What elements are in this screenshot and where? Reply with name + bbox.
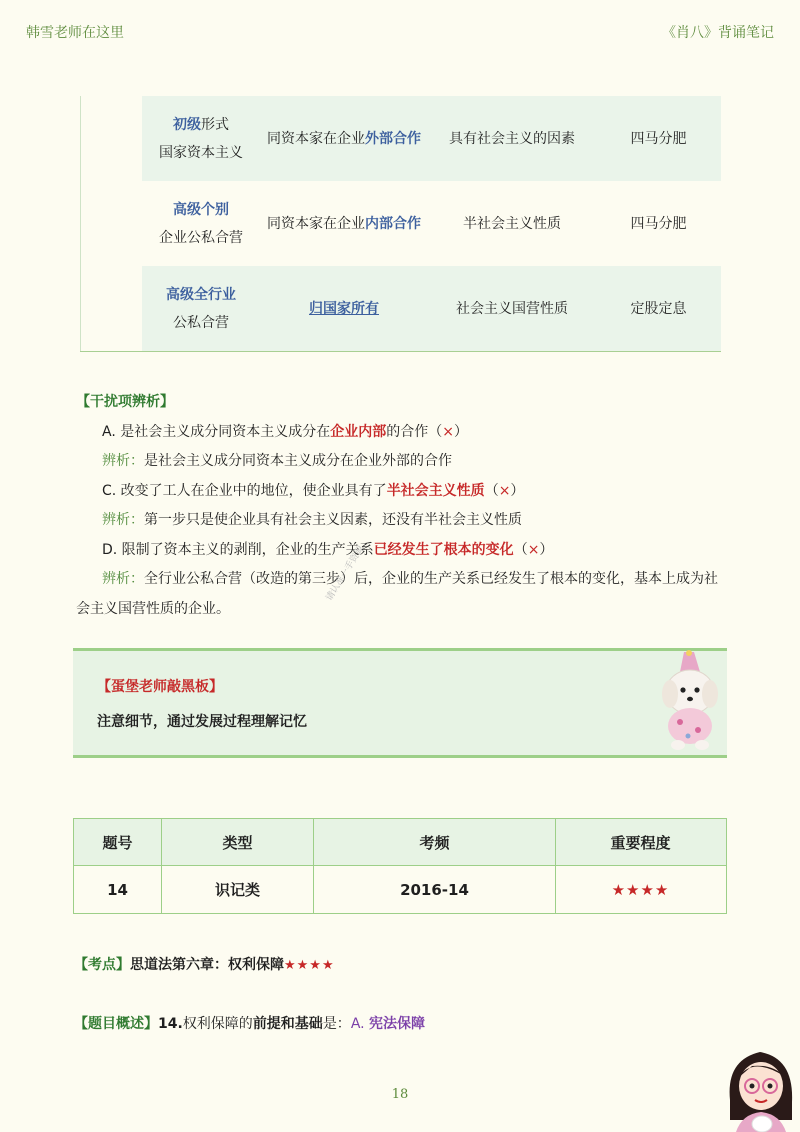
table-header-row bbox=[74, 819, 726, 866]
nature-cell: 半社会主义性质 bbox=[428, 181, 596, 266]
page-number: 18 bbox=[391, 1087, 409, 1102]
table-cell-blank bbox=[80, 96, 142, 181]
nature-cell: 社会主义国营性质 bbox=[428, 266, 596, 351]
distractor-analysis bbox=[76, 388, 736, 624]
nature-cell: 具有社会主义的因素 bbox=[428, 96, 596, 181]
table-row bbox=[74, 866, 726, 913]
header-right: 《肖八》背诵笔记 bbox=[662, 25, 774, 41]
coop-cell: 归国家所有 bbox=[260, 266, 428, 351]
importance-stars: ★★★★ bbox=[611, 880, 670, 899]
option-a-explanation: 辨析：是社会主义成分同资本主义成分在企业外部的合作 bbox=[102, 453, 452, 469]
option-d-explanation-cont: 会主义国营性质的企业。 bbox=[76, 600, 230, 617]
watermark-text: 请认准一手资源 bbox=[324, 544, 367, 603]
table-row bbox=[80, 96, 721, 181]
header-number: 题号 bbox=[74, 819, 162, 865]
analysis-title: 【干扰项辨析】 bbox=[76, 394, 174, 410]
table-row bbox=[80, 181, 721, 266]
blackboard-note bbox=[73, 648, 727, 758]
option-a: A. 是社会主义成分同资本主义成分在企业内部的合作（×） bbox=[102, 423, 468, 440]
header-left: 韩雪老师在这里 bbox=[26, 25, 124, 41]
option-c: C. 改变了工人在企业中的地位，使企业具有了半社会主义性质（×） bbox=[102, 482, 525, 499]
header-type: 类型 bbox=[162, 819, 314, 865]
profit-cell: 四马分肥 bbox=[596, 96, 721, 181]
stage-cell: 高级个别 企业公私合营 bbox=[142, 181, 260, 266]
question-summary: 【题目概述】14.权利保障的前提和基础是：A. 宪法保障 bbox=[74, 1016, 426, 1032]
option-d-explanation: 辨析：全行业公私合营（改造的第三步）后，企业的生产关系已经发生了根本的变化，基本上成为社 bbox=[102, 571, 718, 587]
dog-mascot-icon bbox=[654, 650, 726, 750]
exam-point: 【考点】思道法第六章：权利保障★★★★ bbox=[74, 957, 335, 973]
profit-cell: 四马分肥 bbox=[596, 181, 721, 266]
stage-cell: 高级全行业 公私合营 bbox=[142, 266, 260, 351]
option-c-explanation: 辨析：第一步只是使企业具有社会主义因素，还没有半社会主义性质 bbox=[102, 512, 522, 528]
header-importance: 重要程度 bbox=[610, 833, 671, 852]
coop-cell: 同资本家在企业外部合作 bbox=[260, 96, 428, 181]
option-d: D. 限制了资本主义的剥削，企业的生产关系已经发生了根本的变化（×） bbox=[102, 541, 554, 558]
table-row bbox=[80, 266, 721, 351]
stage-cell: 初级形式 国家资本主义 bbox=[142, 96, 260, 181]
table-cell-blank bbox=[80, 266, 142, 351]
table-cell-blank bbox=[80, 181, 142, 266]
profit-cell: 定股定息 bbox=[596, 266, 721, 351]
comparison-table bbox=[80, 96, 721, 352]
coop-cell: 同资本家在企业内部合作 bbox=[260, 181, 428, 266]
header-frequency: 考频 bbox=[314, 819, 556, 865]
value-type: 识记类 bbox=[162, 866, 314, 913]
value-frequency: 2016-14 bbox=[314, 866, 556, 913]
blackboard-title: 【蛋堡老师敲黑板】 bbox=[97, 679, 223, 695]
value-number: 14 bbox=[74, 866, 162, 913]
teacher-avatar-icon bbox=[722, 1040, 800, 1132]
question-info-table bbox=[73, 818, 727, 914]
blackboard-text: 注意细节，通过发展过程理解记忆 bbox=[97, 714, 307, 730]
